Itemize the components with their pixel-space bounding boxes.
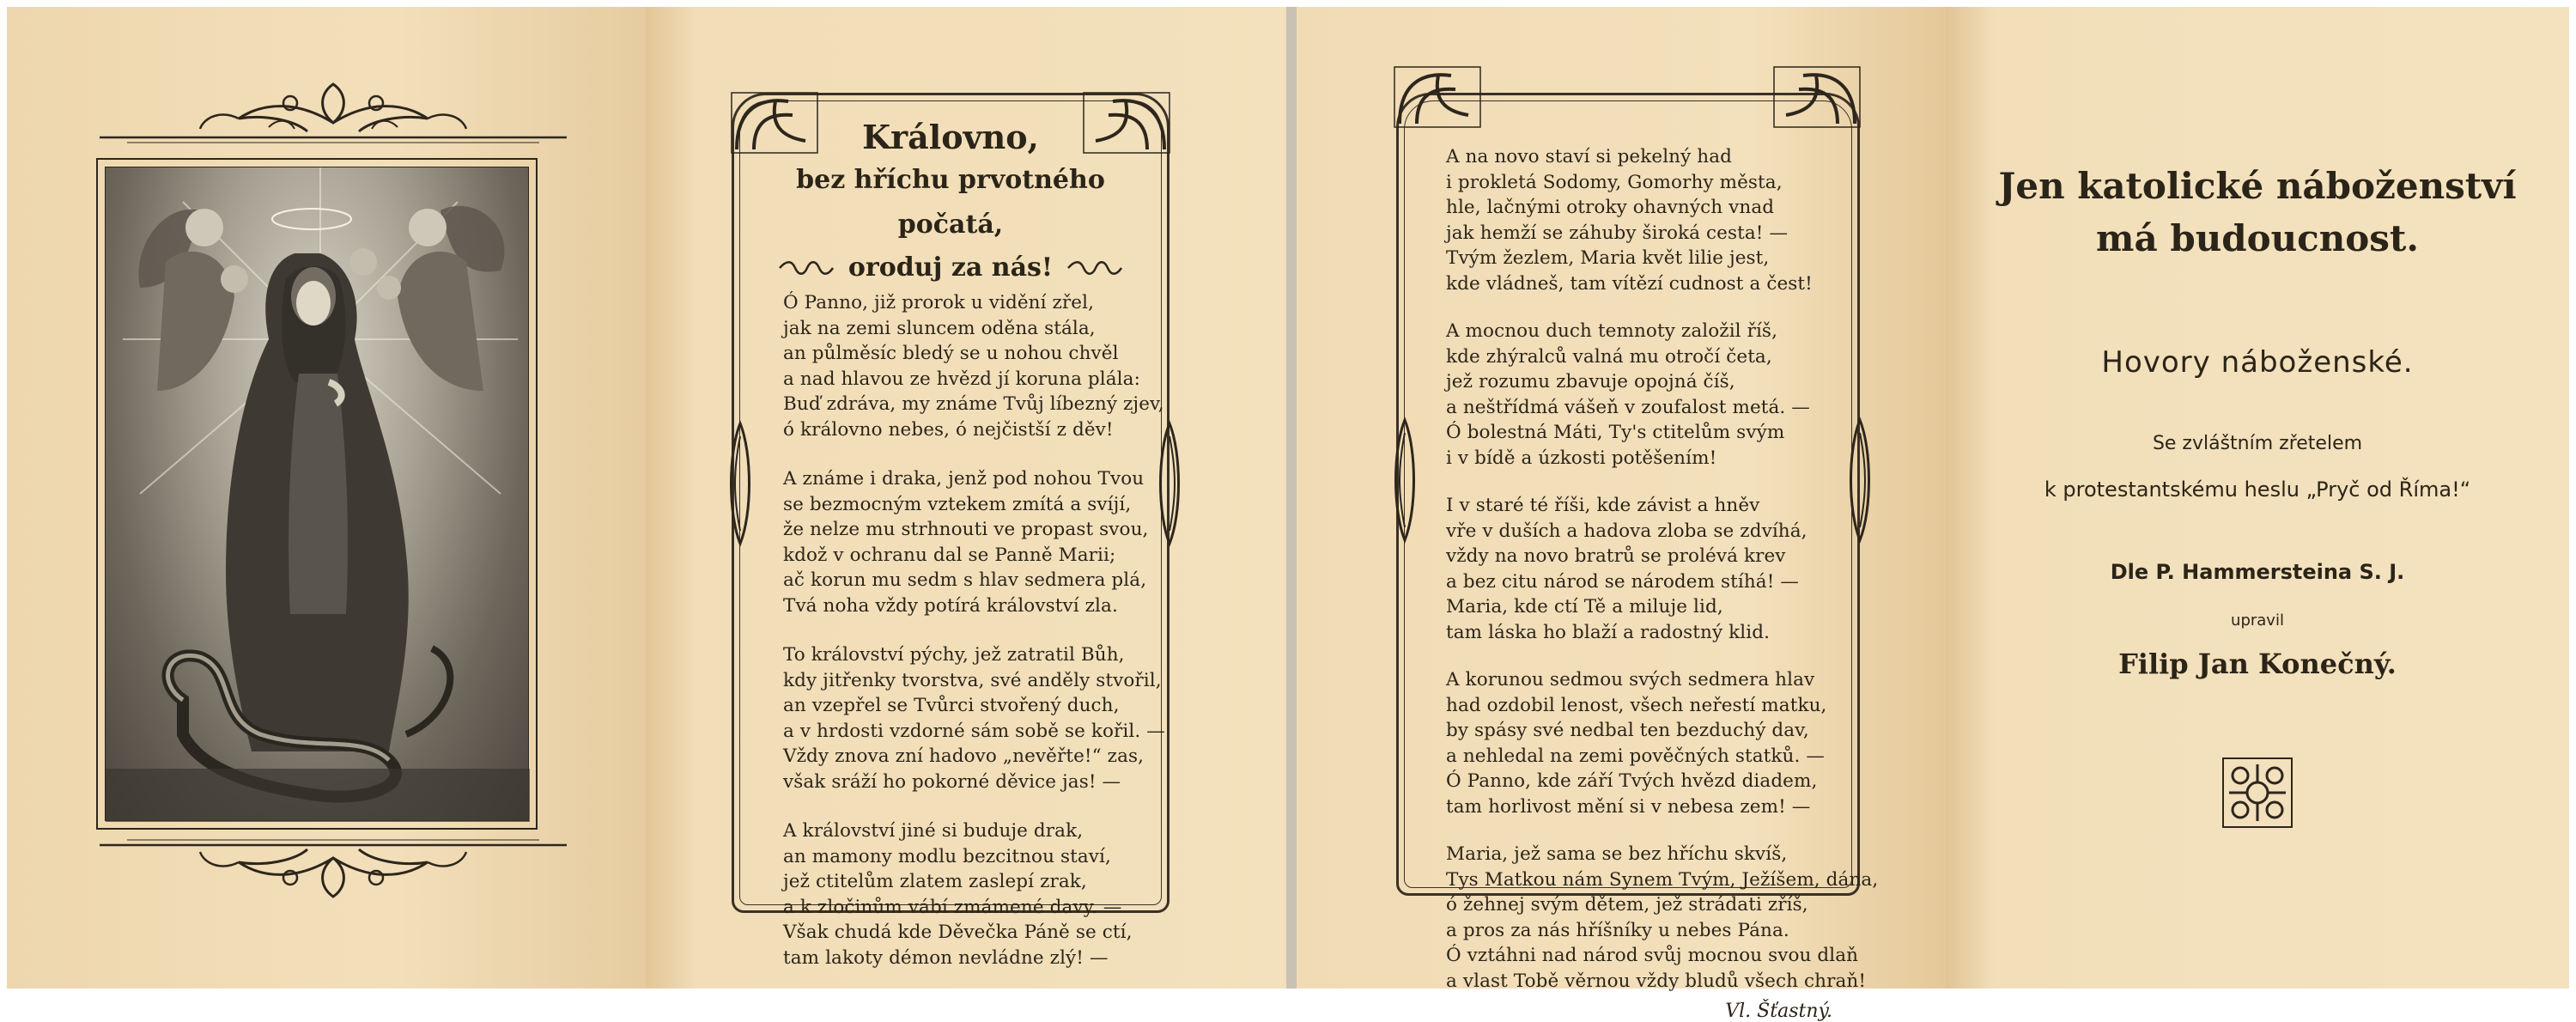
verse-line: vždy na novo bratrů se prolévá krev [1446,545,1786,567]
verse-line: To království pýchy, jež zatratil Bůh, [783,644,1125,666]
stanza [1446,493,1841,645]
verse-line: kde zhýralců valná mu otročí četa, [1446,345,1772,368]
verse-line: kdy jitřenky tvorstva, své anděly stvořil, [783,669,1162,691]
verse-line: a bez citu národ se národem stíhá! — [1446,570,1799,593]
page-illustration [7,7,646,989]
verse-line: Ó Panno, kde září Tvých hvězd diadem, [1446,770,1818,792]
verse-line: an mamony modlu bezcitnou staví, [783,845,1111,867]
author-line: Dle P. Hammersteina S. J. [2110,560,2405,584]
engraving-frame [96,158,538,830]
verse-line: Ó vztáhni nad národ svůj mocnou svou dlaň [1446,945,1859,966]
verse-line: a v hrdosti vzdorné sám sobě se kořil. — [783,720,1165,742]
verse-line: by spásy své nedbal ten bezduchý dav, [1446,720,1809,741]
verse-line: tam lakoty démon nevládne zlý! — [783,946,1109,969]
verse-line: ó žehnej svým dětem, jež strádati zříš, [1446,894,1808,916]
stanza [1446,667,1841,819]
side-ornament-left [725,419,756,548]
verse-line: ač korun mu sedm s hlav sedmera plá, [783,569,1147,591]
book-subtitle: Hovory náboženské. [2101,345,2414,380]
verse-line: Maria, jež sama se bez hříchu skvíš, [1446,843,1788,865]
verse-line: hle, lačnými otroky ohavných vnad [1446,197,1775,218]
bottom-ornament [93,836,574,905]
verse-line: had ozdobil lenost, všech neřestí matku, [1446,694,1827,716]
page-title [1946,7,2569,989]
verse-line: se bezmocným vztekem zmítá a svíjí, [783,493,1132,515]
verse-line: A korunou sedmou svých sedmera hlav [1446,669,1815,690]
stanza [1446,144,1841,296]
poem-signature: Vl. Šťastný. [1725,1001,1832,1022]
book-title-line-2: má budoucnost. [2096,217,2419,259]
title-flourish-right [1065,259,1125,277]
verse-line: A známe i draka, jenž pod nohou Tvou [783,468,1145,490]
top-ornament [93,76,574,149]
poem-body [1446,144,1879,1022]
verse-line: Ó bolestná Máti, Ty's ctitelům svým [1446,422,1785,443]
poem-title-line-3: oroduj za nás! [848,252,1054,283]
side-ornament-left [1389,416,1420,544]
verse-line: Tys Matkou nám Synem Tvým, Ježíšem, dána, [1446,868,1879,891]
floral-vignette [2219,754,2296,831]
verse-line: Však chudá kde Děvečka Páně se ctí, [783,922,1133,943]
stanza [1446,842,1879,994]
verse-line: kde vládneš, tam vítězí cudnost a čest! [1446,272,1813,295]
stanza [783,818,1152,970]
verse-line: A království jiné si buduje drak, [783,820,1084,842]
verse-line: Vždy znova zní hadovo „nevěřte!“ zas, [783,745,1145,767]
page-poem-1 [646,7,1286,989]
verse-line: i prokletá Sodomy, Gomorhy města, [1446,171,1783,193]
verse-line: a nehledal na zemi pověčných statků. — [1446,745,1825,767]
madonna-engraving [105,167,529,821]
verse-line: a nad hlavou ze hvězd jí koruna plála: [783,368,1140,390]
poem-title-line-2: bez hříchu prvotného počatá, [796,165,1105,240]
verse-line: Buď zdráva, my známe Tvůj líbezný zjev, [783,393,1164,415]
verse-line: tam horlivost mění si v nebesa zem! — [1446,795,1811,818]
verse-line: jak na zemi sluncem oděna stála, [783,317,1096,339]
stanza [1446,319,1841,471]
verse-line: však sráží ho pokorné děvice jas! — [783,770,1121,793]
verse-line: I v staré té říši, kde závist a hněv [1446,495,1760,516]
verse-line: i v bídě a úzkosti potěšením! [1446,447,1717,469]
book-title-line-1: Jen katolické náboženství [1998,165,2517,207]
verse-line: a neštřídmá vášeň v zoufalost metá. — [1446,396,1810,418]
side-ornament-right [1154,419,1185,548]
scan-gutter [1286,7,1297,989]
poem-body [783,290,1165,995]
verse-line: Tvým žezlem, Maria květ lilie jest, [1446,247,1770,269]
side-ornament-right [1844,416,1875,544]
verse-line: jež rozumu zbavuje opojná číš, [1446,371,1735,392]
verse-line: a k zločinům vábí zmámené davy. — [783,896,1122,918]
title-flourish-left [776,259,836,277]
verse-line: kdož v ochranu dal se Panně Marii; [783,544,1116,566]
corner-ornament-left [1391,64,1485,132]
note-line-1: Se zvláštním zřetelem [2152,433,2363,454]
verse-line: a vlast Tobě věrnou vždy bludů všech chraň! [1446,970,1867,992]
verse-line: Ó Panno, již prorok u vidění zřel, [783,292,1095,313]
editor-name: Filip Jan Konečný. [2118,648,2397,680]
poem-title [775,117,1127,285]
verse-line: an půlměsíc bledý se u nohou chvěl [783,343,1119,364]
verse-line: A na novo staví si pekelný had [1446,146,1733,167]
verse-line: Maria, kde ctí Tě a miluje lid, [1446,596,1723,617]
corner-ornament-right [1769,64,1863,132]
verse-line: tam láska ho blaží a radostný klid. [1446,621,1771,643]
verse-line: jak hemží se záhuby široká cesta! — [1446,222,1789,244]
verse-line: ó královno nebes, ó nejčistší z děv! [783,418,1114,441]
verse-line: Tvá noha vždy potírá království zla. [783,594,1118,617]
verse-line: jež ctitelům zlatem zaslepí zrak, [783,871,1087,892]
edited-by-label: upravil [2231,611,2284,630]
verse-line: vře v duších a hadova zloba se zdvíhá, [1446,520,1807,542]
verse-line: a pros za nás hříšníky u nebes Pána. [1446,919,1789,941]
book-title [1946,161,2569,266]
verse-line: že nelze mu strhnouti ve propast svou, [783,519,1149,540]
verse-line: an vzepřel se Tvůrci stvořený duch, [783,695,1120,716]
verse-line: A mocnou duch temnoty založil říš, [1446,320,1778,342]
note-line-2: k protestantskému heslu „Pryč od Říma!“ [2044,478,2471,502]
stanza [783,642,1165,794]
poem-title-line-1: Královno, [862,118,1039,156]
stanza [783,290,1164,442]
stanza [783,466,1152,618]
page-poem-2 [1297,7,1946,1022]
